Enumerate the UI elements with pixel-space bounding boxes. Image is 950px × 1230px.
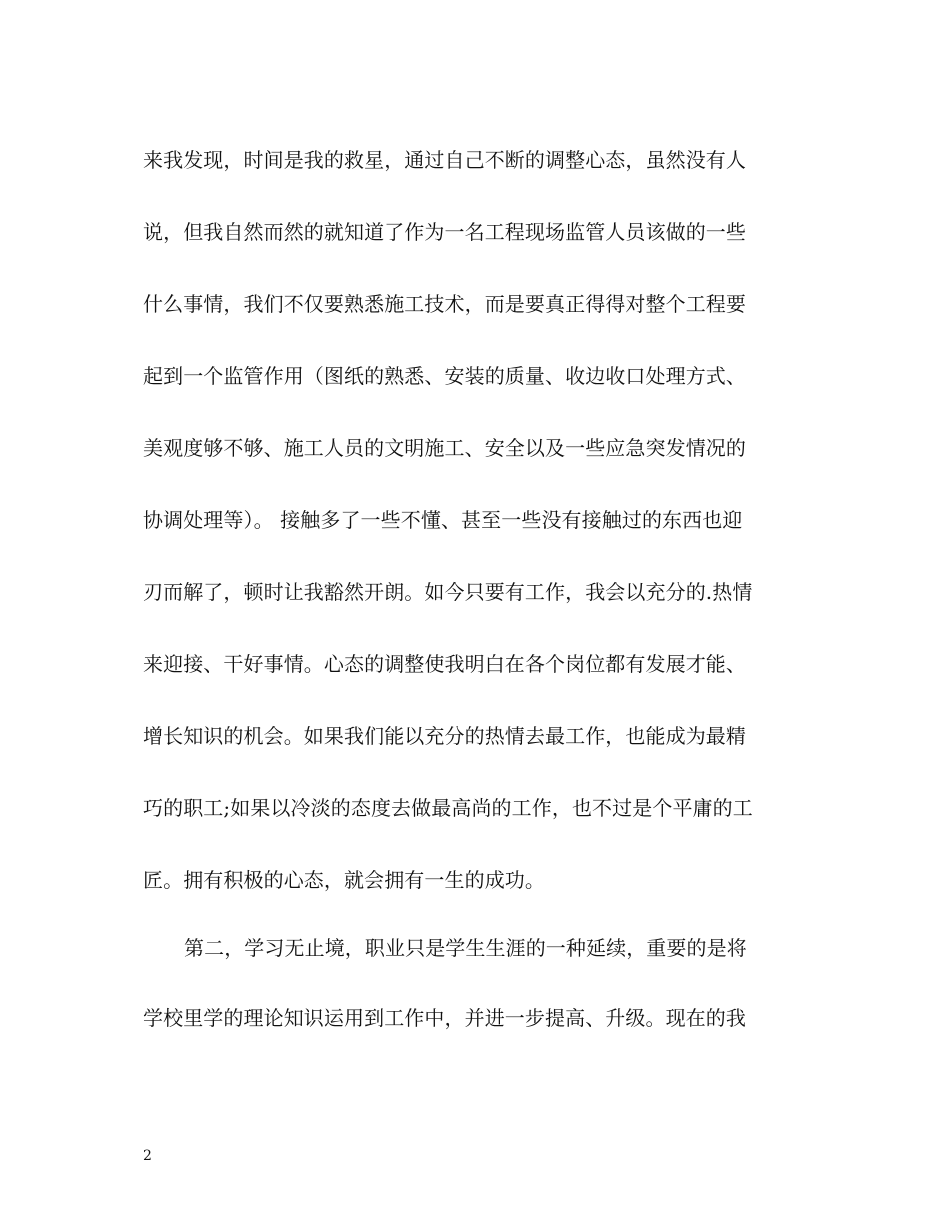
text-line-7: 刃而解了，顿时让我豁然开朗。如今只要有工作，我会以充分的.热情 (143, 580, 753, 604)
text-line-12-paragraph-start: 第二，学习无止境，职业只是学生生涯的一种延续，重要的是将 (184, 936, 747, 960)
text-line-11: 匠。拥有积极的心态，就会拥有一生的成功。 (143, 868, 545, 892)
text-line-10: 巧的职工;如果以冷淡的态度去做最高尚的工作，也不过是个平庸的工 (143, 796, 753, 820)
page-number: 2 (143, 1148, 152, 1164)
text-line-6: 协调处理等）。 接触多了一些不懂、甚至一些没有接触过的东西也迎 (143, 508, 743, 532)
text-line-5: 美观度够不够、施工人员的文明施工、安全以及一些应急突发情况的 (143, 436, 746, 460)
text-line-1: 来我发现，时间是我的救星，通过自己不断的调整心态，虽然没有人 (143, 148, 746, 172)
text-line-3: 什么事情，我们不仅要熟悉施工技术，而是要真正得得对整个工程要 (143, 292, 746, 316)
text-line-13: 学校里学的理论知识运用到工作中，并进一步提高、升级。现在的我 (143, 1006, 746, 1030)
text-line-9: 增长知识的机会。如果我们能以充分的热情去最工作，也能成为最精 (143, 724, 746, 748)
text-line-4: 起到一个监管作用（图纸的熟悉、安装的质量、收边收口处理方式、 (143, 364, 746, 388)
text-line-8: 来迎接、干好事情。心态的调整使我明白在各个岗位都有发展才能、 (143, 652, 746, 676)
text-line-2: 说，但我自然而然的就知道了作为一名工程现场监管人员该做的一些 (143, 220, 746, 244)
